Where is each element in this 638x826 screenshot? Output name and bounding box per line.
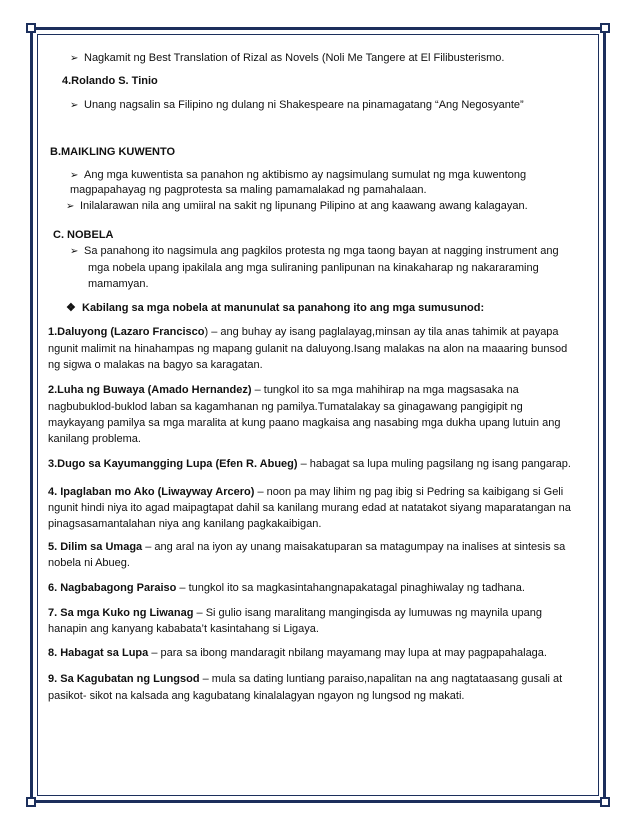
arrow-bullet-icon: ➢ (70, 170, 79, 181)
novel-entry-continuation: ng sigwa o malakas na bagyo sa karagatan. (48, 359, 263, 371)
novel-entry: 3.Dugo sa Kayumangging Lupa (Efen R. Abueg) – habagat sa lupa muling pagsilang ng isang pangarap. (48, 458, 571, 470)
list-item: ➢ Unang nagsalin sa Filipino ng dulang ni Shakespeare na pinamagatang “Ang Negosyante” (70, 99, 524, 111)
list-item-continuation: mga nobela upang ipakilala ang mga suliraning panlipunan na kinakaharap ng nakararaming (88, 262, 539, 274)
list-intro: ❖ Kabilang sa mga nobela at manunulat sa panahong ito ang mga sumusunod: (66, 302, 485, 314)
border-corner-icon (600, 797, 610, 807)
list-item: ➢ Inilalarawan nila ang umiiral na sakit ng lipunang Pilipino at ang kaawang awang kalagayan. (66, 200, 528, 212)
list-item: ➢ Sa panahong ito nagsimula ang pagkilos protesta ng mga taong bayan at nagging instrument ang (70, 245, 559, 257)
arrow-bullet-icon: ➢ (70, 100, 79, 111)
section-heading-b: B.MAIKLING KUWENTO (50, 146, 176, 158)
border-corner-icon (26, 23, 36, 33)
list-item: ➢ Nagkamit ng Best Translation of Rizal as Novels (Noli Me Tangere at El Filibusterismo. (70, 52, 505, 64)
novel-entry-continuation: pasikot- sikot na kalsada ang kagubatang kinalalagyan ngayon ng lungsod ng makati. (48, 690, 465, 702)
border-corner-icon (600, 23, 610, 33)
novel-entry: 7. Sa mga Kuko ng Liwanag – Si gulio isang maralitang mangingisda ay lumuwas ng maynila upang (48, 607, 543, 619)
novel-entry: 2.Luha ng Buwaya (Amado Hernandez) – tungkol ito sa mga mahihirap na mga magsasaka na (48, 384, 519, 396)
diamond-bullet-icon: ❖ (66, 302, 76, 314)
list-item-continuation: mamamyan. (88, 278, 149, 290)
novel-entry-continuation: hanapin ang kanyang kababata’t kasintahang si Ligaya. (48, 623, 319, 635)
novel-entry: 9. Sa Kagubatan ng Lungsod – mula sa dating luntiang paraiso,napalitan na ang nagtataasang gusali at (48, 673, 563, 685)
novel-entry: 6. Nagbabagong Paraiso – tungkol ito sa magkasintahangnapakatagal pinaghiwalay ng tadhana. (48, 582, 525, 594)
novel-entry-continuation: ngunit hindi niya ito agad maipagtapat dahil sa kanilang murang edad at natatakot siyang maparatangan na (48, 502, 571, 514)
border-corner-icon (26, 797, 36, 807)
novel-entry: 1.Daluyong (Lazaro Francisco) – ang buhay ay isang paglalayag,minsan ay tila anas tahimik at payapa (48, 326, 559, 338)
author-heading: 4.Rolando S. Tinio (62, 75, 158, 87)
section-heading-c: C. NOBELA (53, 229, 114, 241)
novel-entry-continuation: kanilang problema. (48, 433, 141, 445)
list-item-continuation: magpapahayag ng pagprotesta sa maling pamamalakad ng pamahalaan. (70, 184, 427, 196)
arrow-bullet-icon: ➢ (70, 53, 79, 64)
novel-entry: 5. Dilim sa Umaga – ang aral na iyon ay unang maisakatuparan sa matagumpay na inalises at sintesis sa (48, 541, 566, 553)
novel-entry: 8. Habagat sa Lupa – para sa ibong mandaragit nbilang mayamang may lupa at may pagpapahalaga. (48, 647, 547, 659)
novel-entry-continuation: ngunit malimit na hinahampas ng mapang gulanit na daluyong.Isang malakas na alon na maaaring bunsod (48, 343, 568, 355)
novel-entry: 4. Ipaglaban mo Ako (Liwayway Arcero) – noon pa may lihim ng pag ibig si Pedring sa kaibigang si Geli (48, 486, 564, 498)
novel-entry-continuation: nagbubuklod-buklod laban sa kagamhanan ng pamilya.Tumatalakay sa ginagawang pangigipit ng (48, 401, 523, 413)
novel-entry-continuation: pinagsasamantalahan niya ang kanilang pagkakaibigan. (48, 518, 322, 530)
arrow-bullet-icon: ➢ (66, 201, 75, 212)
novel-entry-continuation: nobela ni Abueg. (48, 557, 130, 569)
arrow-bullet-icon: ➢ (70, 246, 79, 257)
list-item: ➢ Ang mga kuwentista sa panahon ng aktibismo ay nagsimulang sumulat ng mga kuwentong (70, 169, 527, 181)
novel-entry-continuation: maykayang pamilya sa mga maralita at kung paano magkaisa ang nasabing mga dukha upang lutuin ang (48, 417, 561, 429)
